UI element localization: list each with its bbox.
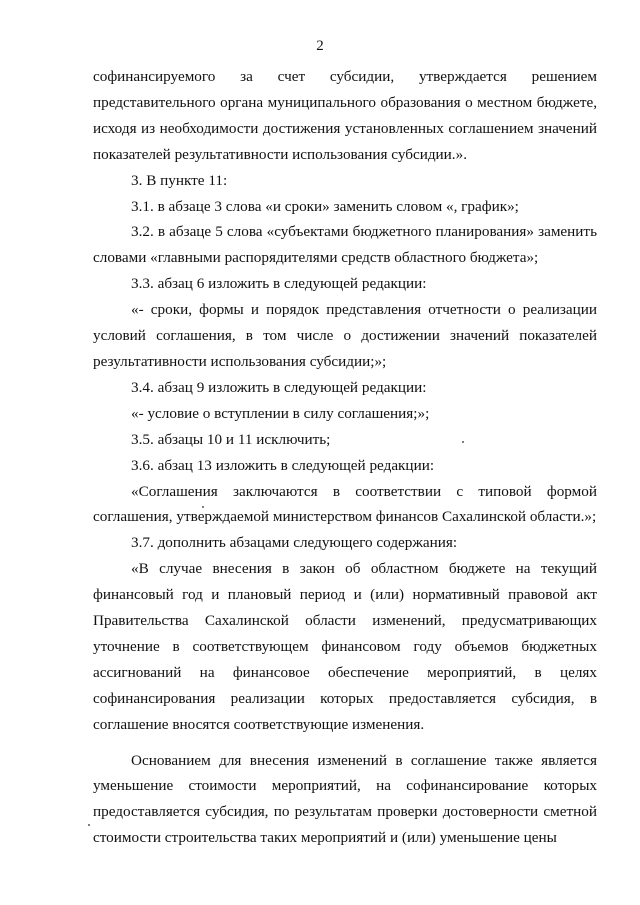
paragraph-quote-3-6: «Соглашения заключаются в соответствии с типовой формой соглашения, утверждаемой министерством финансов Сахалинской области.»;: [93, 482, 597, 526]
paragraph-basis: Основанием для внесения изменений в соглашение также является уменьшение стоимости мероприятий, на софинансирование которых предоставляется субсидия, по результатам проверки достоверности сметной стоимости строительства таких мероприятий и (или) уменьшение цены: [93, 751, 597, 847]
paragraph-item-3-4: 3.4. абзац 9 изложить в следующей редакции:: [131, 378, 427, 396]
paragraph-item-3-1: 3.1. в абзаце 3 слова «и сроки» заменить словом «, график»;: [131, 197, 519, 215]
paragraph-item-3-5: 3.5. абзацы 10 и 11 исключить;: [131, 430, 331, 448]
document-body: [93, 64, 597, 851]
paragraph-item-3-2: 3.2. в абзаце 5 слова «субъектами бюджетного планирования» заменить словами «главными распорядителями средств областного бюджета»;: [93, 223, 597, 267]
paragraph-item-3-6: 3.6. абзац 13 изложить в следующей редакции:: [131, 456, 435, 474]
scan-speck: [462, 441, 464, 443]
paragraph-item-3: 3. В пункте 11:: [131, 171, 228, 189]
scan-speck: [202, 506, 204, 508]
paragraph-item-3-3: 3.3. абзац 6 изложить в следующей редакции:: [131, 275, 427, 293]
paragraph-quote-3-7: «В случае внесения в закон об областном бюджете на текущий финансовый год и плановый период и (или) нормативный правовой акт Правительства Сахалинской области изменений, предусматривающих уточнение в соответствующем финансовом году объемов бюджетных ассигнований на финансовое обеспечение мероприятий, в целях софинансирования реализации которых предоставляется субсидия, в соглашение вносятся соответствующие изменения.: [93, 560, 597, 733]
paragraph-item-3-7: 3.7. дополнить абзацами следующего содержания:: [131, 534, 458, 552]
paragraph-continuation: софинансируемого за счет субсидии, утверждается решением представительного органа муниципального образования о местном бюджете, исходя из необходимости достижения установленных соглашением значений показателей результативности использования субсидии.».: [93, 68, 597, 163]
paragraph-quote-3-3: «- сроки, формы и порядок представления отчетности о реализации условий соглашения, в том числе о достижении значений показателей результативности использования субсидии;»;: [93, 301, 597, 370]
page-number: 2: [316, 38, 324, 54]
scan-speck: [88, 824, 90, 826]
paragraph-quote-3-4: «- условие о вступлении в силу соглашения;»;: [131, 404, 430, 422]
